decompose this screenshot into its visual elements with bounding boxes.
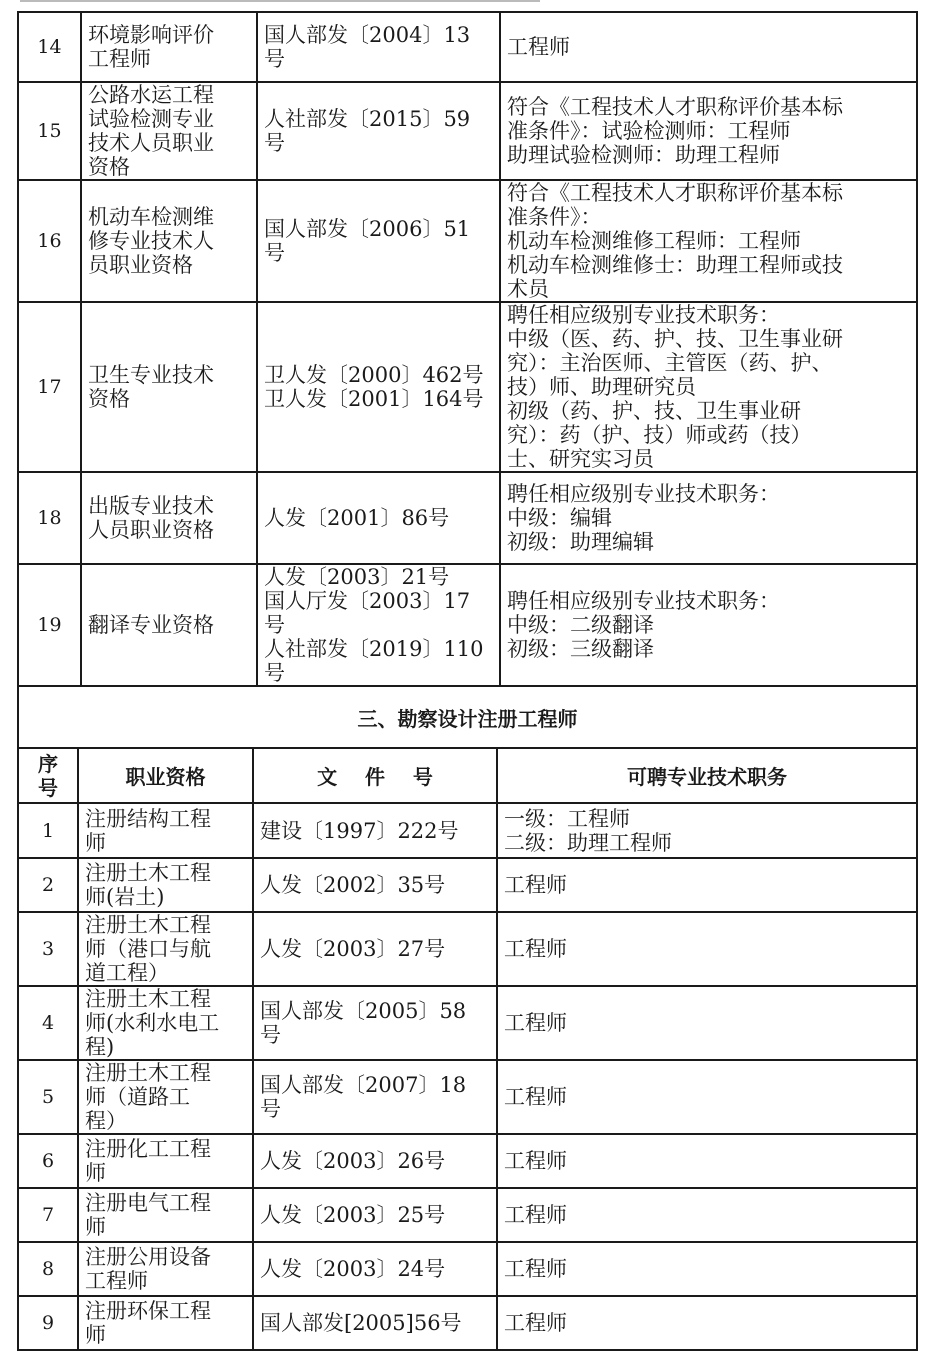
- position-cell: 工程师: [500, 12, 917, 82]
- table-body: [18, 686, 917, 1350]
- serial-number-cell: 6: [18, 1134, 78, 1188]
- table-row: [18, 1242, 917, 1296]
- position-cell: 工程师: [497, 1060, 917, 1134]
- document-number-cell: 国人部发〔2007〕18 号: [253, 1060, 497, 1134]
- position-cell: 符合《工程技术人才职称评价基本标 准条件》：试验检测师：工程师 助理试验检测师：助理工程师: [500, 82, 917, 180]
- qualification-cell: 注册土木工程 师(水利水电工 程): [78, 986, 253, 1060]
- header-position: 可聘专业技术职务: [497, 748, 917, 803]
- table-row: [18, 1060, 917, 1134]
- qualification-cell: 注册电气工程 师: [78, 1188, 253, 1242]
- table-row: [18, 302, 917, 472]
- document-number-cell: 人发〔2002〕35号: [253, 858, 497, 912]
- qualification-cell: 注册公用设备 工程师: [78, 1242, 253, 1296]
- header-serial-number: 序 号: [18, 748, 78, 803]
- table-row: [18, 858, 917, 912]
- header-document-number: 文 件 号: [253, 748, 497, 803]
- qualification-cell: 注册结构工程 师: [78, 803, 253, 858]
- table-row: [18, 1134, 917, 1188]
- serial-number-cell: 1: [18, 803, 78, 858]
- position-cell: 聘任相应级别专业技术职务： 中级：编辑 初级：助理编辑: [500, 472, 917, 564]
- qualification-cell: 出版专业技术 人员职业资格: [81, 472, 257, 564]
- table-row: [18, 12, 917, 82]
- document-number-cell: 人发〔2001〕86号: [257, 472, 500, 564]
- serial-number-cell: 4: [18, 986, 78, 1060]
- qualification-cell: 注册化工工程 师: [78, 1134, 253, 1188]
- serial-number-cell: 3: [18, 912, 78, 986]
- table-row: [18, 82, 917, 180]
- position-cell: 一级：工程师 二级：助理工程师: [497, 803, 917, 858]
- document-number-cell: 人社部发〔2015〕59 号: [257, 82, 500, 180]
- qualification-cell: 注册土木工程 师（港口与航 道工程）: [78, 912, 253, 986]
- document-number-cell: 人发〔2003〕25号: [253, 1188, 497, 1242]
- qualification-cell: 环境影响评价 工程师: [81, 12, 257, 82]
- document-number-cell: 国人部发[2005]56号: [253, 1296, 497, 1350]
- position-cell: 聘任相应级别专业技术职务： 中级（医、药、护、技、卫生事业研 究）：主治医师、主管医（药、护、 技）师、助理研究员 初级（药、护、技、卫生事业研 究）：药（护、技）师或药（技） 士、研究实习员: [500, 302, 917, 472]
- section-row: [18, 686, 917, 748]
- serial-number-cell: 14: [18, 12, 81, 82]
- document-number-cell: 人发〔2003〕21号 国人厅发〔2003〕17 号 人社部发〔2019〕110 号: [257, 564, 500, 686]
- serial-number-cell: 5: [18, 1060, 78, 1134]
- document-number-cell: 人发〔2003〕26号: [253, 1134, 497, 1188]
- table-row: [18, 803, 917, 858]
- survey-design-engineer-table: [17, 685, 918, 1351]
- position-cell: 工程师: [497, 986, 917, 1060]
- document-number-cell: 人发〔2003〕24号: [253, 1242, 497, 1296]
- table-row: [18, 472, 917, 564]
- document-number-cell: 卫人发〔2000〕462号 卫人发〔2001〕164号: [257, 302, 500, 472]
- serial-number-cell: 19: [18, 564, 81, 686]
- serial-number-cell: 16: [18, 180, 81, 302]
- position-cell: 符合《工程技术人才职称评价基本标 准条件》： 机动车检测维修工程师：工程师 机动车检测维修士：助理工程师或技 术员: [500, 180, 917, 302]
- document-number-cell: 国人部发〔2004〕13 号: [257, 12, 500, 82]
- position-cell: 工程师: [497, 1242, 917, 1296]
- qualification-cell: 机动车检测维 修专业技术人 员职业资格: [81, 180, 257, 302]
- table-row: [18, 564, 917, 686]
- position-cell: 工程师: [497, 1296, 917, 1350]
- serial-number-cell: 15: [18, 82, 81, 180]
- table-row: [18, 1188, 917, 1242]
- serial-number-cell: 7: [18, 1188, 78, 1242]
- serial-number-cell: 2: [18, 858, 78, 912]
- serial-number-cell: 17: [18, 302, 81, 472]
- table-body: [18, 12, 917, 686]
- top-edge-line: [20, 0, 540, 2]
- document-number-cell: 国人部发〔2005〕58 号: [253, 986, 497, 1060]
- document-number-cell: 人发〔2003〕27号: [253, 912, 497, 986]
- header-qualification: 职业资格: [78, 748, 253, 803]
- header-row: [18, 748, 917, 803]
- position-cell: 工程师: [497, 912, 917, 986]
- qualification-cell: 翻译专业资格: [81, 564, 257, 686]
- qualification-cell: 卫生专业技术 资格: [81, 302, 257, 472]
- qualification-cell: 注册土木工程 师（道路工 程）: [78, 1060, 253, 1134]
- table-row: [18, 180, 917, 302]
- table-row: [18, 1296, 917, 1350]
- qualification-cell: 注册土木工程 师(岩土): [78, 858, 253, 912]
- serial-number-cell: 18: [18, 472, 81, 564]
- serial-number-cell: 9: [18, 1296, 78, 1350]
- qualification-cell: 公路水运工程 试验检测专业 技术人员职业 资格: [81, 82, 257, 180]
- serial-number-cell: 8: [18, 1242, 78, 1296]
- position-cell: 工程师: [497, 1134, 917, 1188]
- table-row: [18, 986, 917, 1060]
- position-cell: 聘任相应级别专业技术职务： 中级：二级翻译 初级：三级翻译: [500, 564, 917, 686]
- qualification-table-continued: [17, 11, 918, 687]
- section-title: 三、勘察设计注册工程师: [18, 686, 917, 748]
- position-cell: 工程师: [497, 1188, 917, 1242]
- table-row: [18, 912, 917, 986]
- document-number-cell: 国人部发〔2006〕51 号: [257, 180, 500, 302]
- position-cell: 工程师: [497, 858, 917, 912]
- qualification-cell: 注册环保工程 师: [78, 1296, 253, 1350]
- document-number-cell: 建设〔1997〕222号: [253, 803, 497, 858]
